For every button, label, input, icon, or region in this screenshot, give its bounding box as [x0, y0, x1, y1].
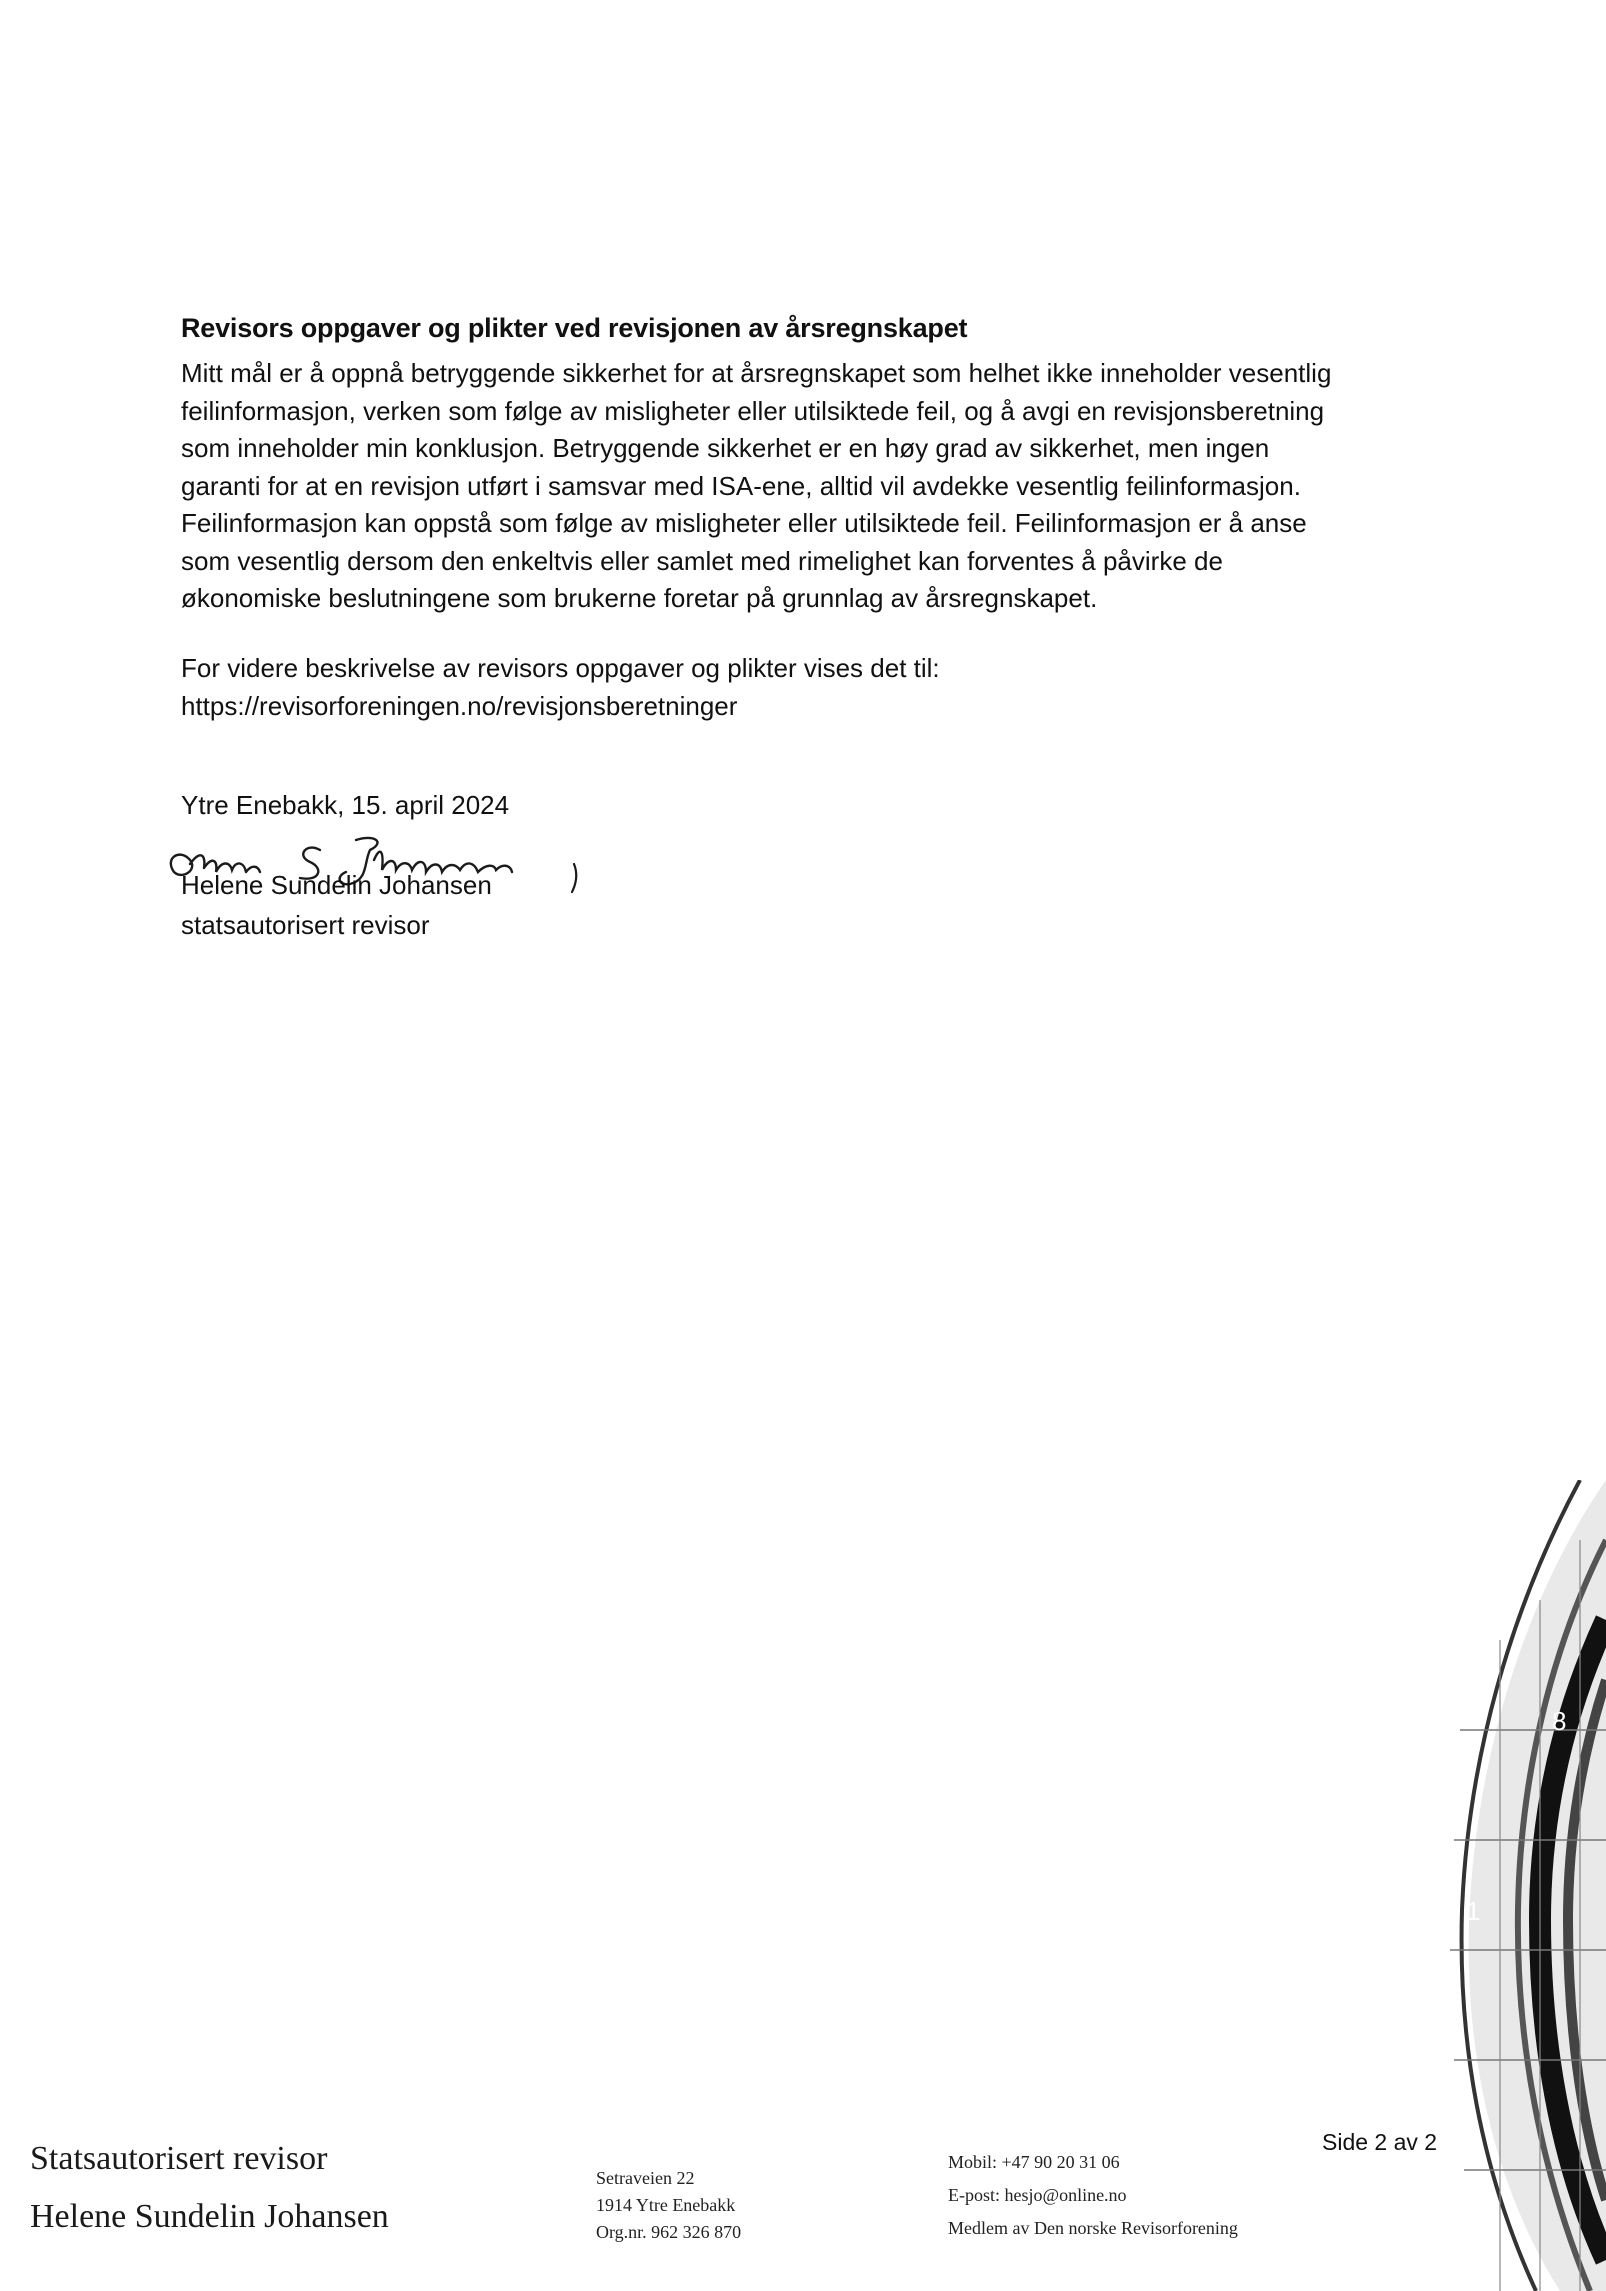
footer-street: Setraveien 22: [596, 2168, 695, 2188]
footer-letterhead-name: [30, 2130, 389, 2246]
paragraph-line: feilinformasjon, verken som følge av misligheter eller utilsiktede feil, og å avgi en revisjonsberetning: [181, 395, 1325, 426]
footer-email: E-post: hesjo@online.no: [948, 2185, 1127, 2205]
paragraph-line: Feilinformasjon kan oppstå som følge av misligheter eller utilsiktede feil. Feilinformasjon er å anse: [181, 508, 1307, 538]
letterhead-globe-graphic: [1440, 1480, 1606, 2291]
footer-org-number: Org.nr. 962 326 870: [596, 2222, 742, 2242]
footer-postal: 1914 Ytre Enebakk: [596, 2195, 736, 2215]
paragraph-audit-duties: [181, 355, 1471, 618]
footer-membership: Medlem av Den norske Revisorforening: [948, 2218, 1238, 2238]
paragraph-line: Mitt mål er å oppnå betryggende sikkerhet for at årsregnskapet som helhet ikke inneholder vesentlig: [181, 358, 1332, 388]
paragraph-further-description: [181, 650, 1471, 725]
paragraph-line: For videre beskrivelse av revisors oppgaver og plikter vises det til:: [181, 653, 940, 683]
signer-title: statsautorisert revisor: [181, 910, 430, 940]
footer-mobile: Mobil: +47 90 20 31 06: [948, 2152, 1120, 2172]
section-title: Revisors oppgaver og plikter ved revisjonen av årsregnskapet: [181, 313, 968, 343]
paragraph-line: som vesentlig dersom den enkeltvis eller samlet med rimelighet kan forventes å påvirke de: [181, 545, 1223, 576]
decoration-digit: 1: [1466, 1896, 1481, 1926]
signer-name: Helene Sundelin Johansen: [181, 870, 492, 900]
footer-contact: [948, 2146, 1238, 2245]
page-number: Side 2 av 2: [1322, 2129, 1438, 2155]
paragraph-line: økonomiske beslutningene som brukerne foretar på grunnlag av årsregnskapet.: [181, 583, 1098, 613]
footer-name: Helene Sundelin Johansen: [30, 2198, 389, 2235]
footer-address: [596, 2165, 741, 2246]
paragraph-line: som inneholder min konklusjon. Betryggende sikkerhet er en høy grad av sikkerhet, men ingen: [181, 433, 1270, 463]
footer-title: Statsautorisert revisor: [30, 2140, 328, 2177]
decoration-digit: 8: [1552, 1706, 1567, 1736]
place-date: Ytre Enebakk, 15. april 2024: [181, 790, 510, 820]
reference-link[interactable]: https://revisorforeningen.no/revisjonsberetninger: [181, 690, 738, 721]
paragraph-line: garanti for at en revisjon utført i samsvar med ISA-ene, alltid vil avdekke vesentlig feilinformasjon.: [181, 470, 1301, 501]
